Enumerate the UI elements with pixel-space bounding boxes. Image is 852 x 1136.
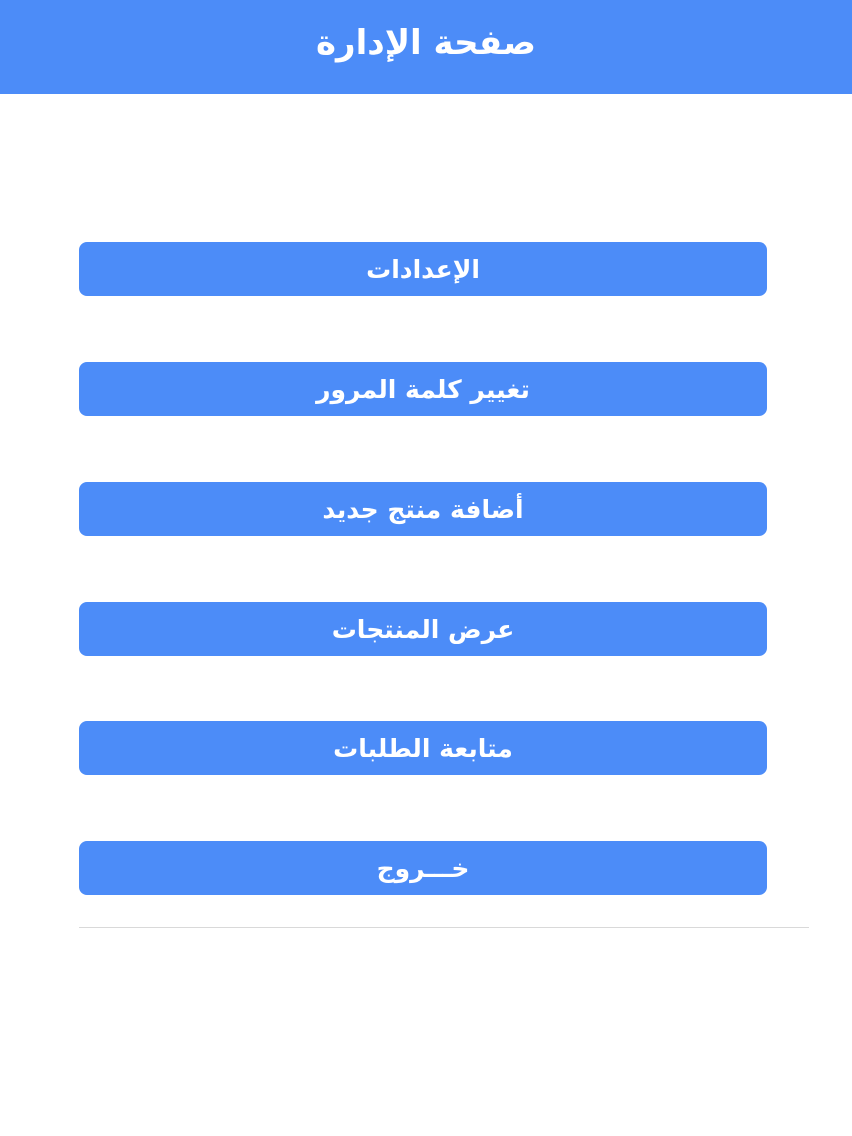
track-orders-button[interactable] bbox=[79, 721, 767, 775]
app-header bbox=[0, 0, 852, 94]
change-password-button[interactable] bbox=[79, 362, 767, 416]
track-orders-button-label: متابعة الطلبات bbox=[333, 733, 513, 763]
settings-button[interactable] bbox=[79, 242, 767, 296]
change-password-button-label: تغيير كلمة المرور bbox=[316, 374, 530, 404]
view-products-button-label: عرض المنتجات bbox=[331, 614, 515, 644]
logout-button[interactable] bbox=[79, 841, 767, 895]
settings-button-label: الإعدادات bbox=[366, 254, 480, 284]
add-product-button[interactable] bbox=[79, 482, 767, 536]
page-title: صفحة الإدارة bbox=[315, 23, 536, 63]
logout-button-label: خـــروج bbox=[376, 853, 470, 883]
divider bbox=[79, 927, 809, 928]
add-product-button-label: أضافة منتج جديد bbox=[322, 494, 524, 524]
view-products-button[interactable] bbox=[79, 602, 767, 656]
